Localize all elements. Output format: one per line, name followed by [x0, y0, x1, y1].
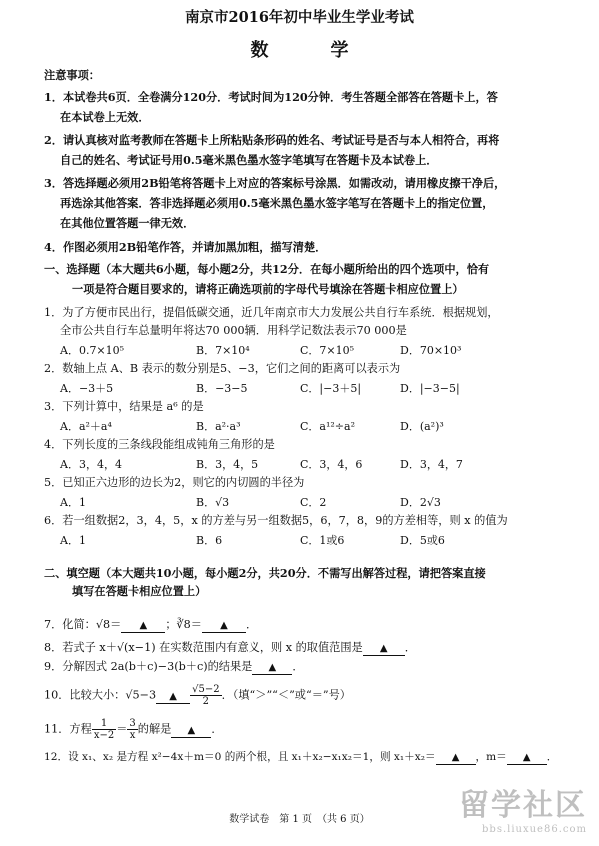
answer-marker-icon: ▲: [451, 752, 460, 763]
q6-option-a[interactable]: A．1: [60, 534, 86, 547]
subject-title: 数 学: [250, 40, 371, 61]
q11-fraction-1: [92, 718, 116, 741]
q4-option-c[interactable]: C．3，4，6: [300, 458, 363, 471]
section2-title: 二、填空题: [44, 566, 100, 580]
q10-blank[interactable]: [156, 689, 190, 704]
q11-numerator-2: 3: [129, 718, 136, 729]
question-7: [44, 618, 257, 633]
notice-item-3a: 3．答选择题必须用2B铅笔将答题卡上对应的答案标号涂黑．如需改动，请用橡皮擦干净后，: [44, 176, 506, 190]
q11-period: ．: [211, 722, 223, 736]
q11-denominator-1: x−2: [93, 730, 115, 741]
q11-numerator-1: 1: [92, 718, 116, 730]
q11-text-a: 11．方程: [44, 722, 92, 736]
question-4: 4．下列长度的三条线段能组成钝角三角形的是: [44, 438, 275, 451]
question-1a: 1．为了方便市民出行，提倡低碳交通，近几年南京市大力发展公共自行车系统．根据规划，: [44, 306, 499, 319]
answer-marker-icon: ▲: [268, 662, 277, 673]
q2-option-a[interactable]: A．−3＋5: [60, 382, 114, 395]
notice-item-1a: 1．本试卷共6页．全卷满分120分．考试时间为120分钟．考生答题全部答在答题卡上，答: [44, 90, 498, 104]
q5-option-b[interactable]: B．√3: [196, 496, 230, 509]
answer-marker-icon: ▲: [187, 724, 196, 736]
q12-period: ．: [546, 751, 558, 763]
exam-title: 南京市2016年初中毕业生学业考试: [185, 9, 414, 26]
q8-blank[interactable]: [363, 641, 405, 656]
answer-marker-icon: ▲: [522, 752, 531, 763]
q12-blank-1[interactable]: [436, 751, 476, 765]
question-11: [44, 718, 223, 741]
q12-blank-2[interactable]: [507, 751, 547, 765]
section2-desc-a: （本大题共10小题，每小题2分，共20分．不需写出解答过程，请把答案直接: [99, 566, 486, 580]
section1-header: [44, 262, 489, 276]
q6-option-c[interactable]: C．1或6: [300, 534, 345, 547]
notice-item-4: 4．作图必须用2B铅笔作答，并请加黑加粗，描写清楚．: [44, 240, 327, 254]
question-1b: 全市公共自行车总量明年将达70 000辆．用科学记数法表示70 000是: [60, 324, 407, 337]
watermark-logo: [459, 780, 587, 835]
q3-option-a[interactable]: A．a²＋a⁴: [60, 420, 112, 433]
q4-option-b[interactable]: B．3，4，5: [196, 458, 259, 471]
question-12: [44, 750, 557, 765]
answer-marker-icon: ▲: [379, 643, 388, 654]
q7-period: ．: [245, 618, 258, 631]
notice-item-3c: 在其他位置答题一律无效．: [60, 216, 195, 230]
q5-option-d[interactable]: D．2√3: [400, 496, 441, 509]
q8-period: ．: [404, 641, 416, 654]
q3-option-d[interactable]: D．(a²)³: [400, 420, 444, 433]
q2-option-d[interactable]: D．|−3−5|: [400, 382, 460, 395]
watermark-url: bbs.liuxue86.com: [482, 824, 587, 835]
q10-numerator: √5−2: [192, 684, 220, 695]
question-9: [44, 660, 304, 675]
q10-fraction: [190, 684, 221, 707]
section1-desc-a: （本大题共6小题，每小题2分，共12分．在每小题所给出的四个选项中，恰有: [99, 262, 490, 276]
answer-marker-icon: ▲: [220, 620, 228, 631]
section1-desc-b: 一项是符合题目要求的，请将正确选项前的字母代号填涂在答题卡相应位置上）: [72, 282, 464, 296]
q11-fraction-2: [127, 718, 137, 741]
question-10: [44, 684, 351, 707]
q2-option-b[interactable]: B．−3−5: [196, 382, 248, 395]
q10-text-a: 10．比较大小：√5−3: [44, 688, 157, 702]
q1-option-a[interactable]: A．0.7×10⁵: [60, 344, 125, 357]
q10-denominator: 2: [202, 696, 210, 707]
q1-option-b[interactable]: B．7×10⁴: [196, 344, 250, 357]
q1-option-d[interactable]: D．70×10³: [400, 344, 462, 357]
notice-heading: 注意事项：: [44, 68, 100, 82]
question-3: 3．下列计算中，结果是 a⁶ 的是: [44, 400, 204, 413]
q3-option-b[interactable]: B．a²·a³: [196, 420, 241, 433]
q5-option-a[interactable]: A．1: [60, 496, 86, 509]
q6-option-b[interactable]: B．6: [196, 534, 223, 547]
q12-text-b: ，m＝: [475, 751, 507, 763]
q9-blank[interactable]: [252, 660, 292, 675]
q3-option-c[interactable]: C．a¹²÷a²: [300, 420, 355, 433]
notice-item-3b: 再选涂其他答案．答非选择题必须用0.5毫米黑色墨水签字笔写在答题卡上的指定位置，: [60, 196, 494, 210]
question-8: [44, 641, 416, 656]
section1-title: 一、选择题: [44, 262, 100, 276]
notice-item-1b: 在本试卷上无效．: [60, 110, 150, 124]
q6-option-d[interactable]: D．5或6: [400, 534, 445, 547]
notice-item-2a: 2．请认真核对监考教师在答题卡上所粘贴条形码的姓名、考试证号是否与本人相符合，再将: [44, 133, 500, 147]
q9-period: ．: [292, 660, 304, 673]
question-5: 5．已知正六边形的边长为2，则它的内切圆的半径为: [44, 476, 305, 489]
q2-option-c[interactable]: C．|−3＋5|: [300, 382, 362, 395]
q9-text: 9．分解因式 2a(b＋c)−3(b＋c)的结果是: [44, 660, 253, 673]
watermark-text: 留学社区: [459, 788, 587, 823]
q11-denominator-2: x: [129, 730, 136, 741]
q4-option-d[interactable]: D．3，4，7: [400, 458, 463, 471]
q7-text-a: 7．化简：√8＝: [44, 618, 122, 631]
q7-blank-2[interactable]: [202, 618, 246, 633]
q7-text-b: ；∛8＝: [165, 618, 202, 631]
q12-text-a: 12．设 x₁、x₂ 是方程 x²−4x＋m＝0 的两个根，且 x₁＋x₂−x₁x₂＝1，则 x₁＋x₂＝: [44, 751, 436, 763]
section2-header: [44, 566, 486, 580]
q4-option-a[interactable]: A．3，4，4: [60, 458, 122, 471]
q7-blank-1[interactable]: [121, 618, 165, 633]
question-2: 2．数轴上点 A、B 表示的数分别是5、−3，它们之间的距离可以表示为: [44, 362, 401, 375]
q1-option-c[interactable]: C．7×10⁵: [300, 344, 355, 357]
q10-text-b: ．（填“＞”“＜”或“＝”号）: [221, 688, 351, 702]
notice-item-2b: 自己的姓名、考试证号用0.5毫米黑色墨水签字笔填写在答题卡及本试卷上．: [60, 153, 438, 167]
q11-equals: ＝: [116, 722, 128, 736]
q5-option-c[interactable]: C．2: [300, 496, 327, 509]
answer-marker-icon: ▲: [169, 690, 177, 702]
question-6: 6．若一组数据2，3，4，5，x 的方差与另一组数据5，6，7，8，9的方差相等，则 x 的值为: [44, 514, 508, 527]
answer-marker-icon: ▲: [139, 620, 148, 631]
page-footer: 数学试卷 第 1 页 （共 6 页）: [229, 814, 370, 825]
q11-text-b: 的解是: [137, 722, 172, 736]
q11-blank[interactable]: [171, 723, 211, 738]
section2-desc-b: 填写在答题卡相应位置上）: [72, 584, 207, 598]
q8-text: 8．若式子 x＋√(x−1) 在实数范围内有意义，则 x 的取值范围是: [44, 641, 363, 654]
